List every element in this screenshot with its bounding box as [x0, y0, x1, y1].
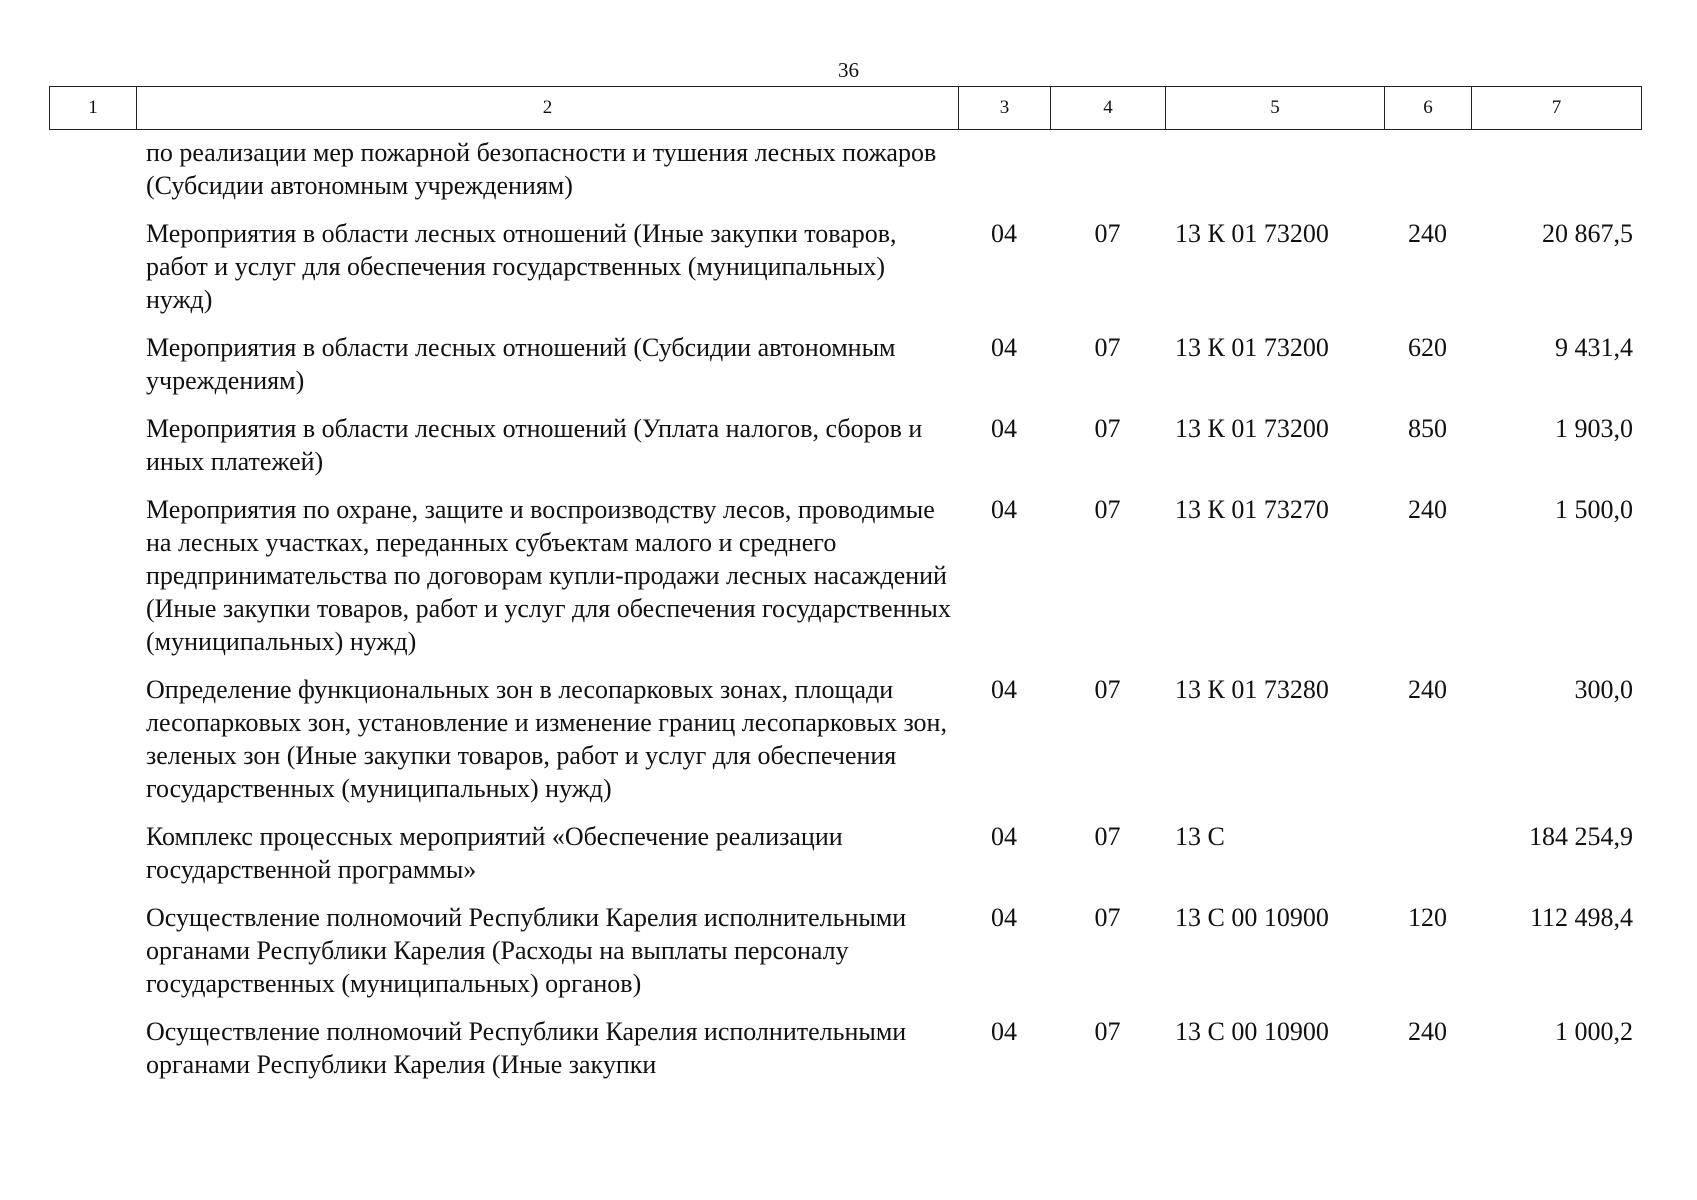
row-subsection: 07 — [1094, 495, 1121, 524]
row-spacer — [49, 412, 136, 493]
table-row — [49, 1015, 1641, 1096]
row-target-article: 13 С 00 10900 — [1175, 1017, 1329, 1046]
row-expense-type — [1384, 820, 1471, 901]
row-description: Мероприятия в области лесных отношений (Иные закупки товаров, работ и услуг для обеспечения государственных (муниципальных) нужд) — [146, 219, 897, 314]
row-description: Мероприятия в области лесных отношений (Уплата налогов, сборов и иных платежей) — [146, 414, 923, 476]
row-description: по реализации мер пожарной безопасности и тушения лесных пожаров (Субсидии автономным учреждениям) — [146, 138, 937, 200]
row-description: Определение функциональных зон в лесопарковых зонах, площади лесопарковых зон, установление и изменение границ лесопарковых зон, зеленых зон (Иные закупки товаров, работ и услуг для обеспечения государственных (муниципальных) нужд) — [146, 675, 947, 803]
row-expense-type: 120 — [1408, 903, 1447, 932]
row-amount: 20 867,5 — [1542, 219, 1633, 248]
row-section: 04 — [991, 1017, 1017, 1046]
row-amount — [1471, 136, 1641, 217]
table-row — [49, 901, 1641, 1015]
row-spacer — [49, 1015, 136, 1096]
row-spacer — [49, 136, 136, 217]
row-section: 04 — [991, 822, 1017, 851]
row-section: 04 — [991, 414, 1017, 443]
row-amount: 112 498,4 — [1529, 903, 1633, 932]
row-amount: 1 000,2 — [1555, 1017, 1633, 1046]
table-row — [49, 136, 1641, 217]
row-spacer — [49, 217, 136, 331]
row-description: Осуществление полномочий Республики Карелия исполнительными органами Республики Карелия (Расходы на выплаты персоналу государственных (муниципальных) органов) — [146, 903, 907, 998]
row-description: Комплекс процессных мероприятий «Обеспечение реализации государственной программы» — [146, 822, 843, 884]
row-subsection: 07 — [1094, 903, 1121, 932]
row-spacer — [49, 493, 136, 673]
header-col-6: 6 — [1385, 87, 1472, 130]
header-col-1: 1 — [50, 87, 137, 130]
header-col-7: 7 — [1472, 87, 1642, 130]
row-amount: 300,0 — [1574, 675, 1633, 704]
column-number-header — [49, 86, 1642, 130]
row-spacer — [49, 820, 136, 901]
row-description: Осуществление полномочий Республики Карелия исполнительными органами Республики Карелия (Иные закупки — [146, 1017, 907, 1079]
table-row — [49, 217, 1641, 331]
row-expense-type: 240 — [1408, 1017, 1447, 1046]
table-row — [49, 331, 1641, 412]
row-section: 04 — [991, 675, 1017, 704]
row-description: Мероприятия в области лесных отношений (Субсидии автономным учреждениям) — [146, 333, 896, 395]
budget-table-body — [49, 136, 1641, 1096]
row-target-article — [1165, 136, 1384, 217]
row-target-article: 13 К 01 73270 — [1175, 495, 1329, 524]
row-spacer — [49, 331, 136, 412]
row-section — [958, 136, 1050, 217]
table-row — [49, 673, 1641, 820]
header-col-5: 5 — [1166, 87, 1385, 130]
table-row — [49, 820, 1641, 901]
header-col-2: 2 — [137, 87, 959, 130]
row-expense-type: 240 — [1408, 495, 1447, 524]
row-target-article: 13 К 01 73200 — [1175, 414, 1329, 443]
row-section: 04 — [991, 903, 1017, 932]
row-subsection: 07 — [1094, 333, 1121, 362]
row-amount: 184 254,9 — [1529, 822, 1633, 851]
table-row — [49, 493, 1641, 673]
row-target-article: 13 С 00 10900 — [1175, 903, 1329, 932]
header-col-4: 4 — [1051, 87, 1166, 130]
row-description: Мероприятия по охране, защите и воспроизводству лесов, проводимые на лесных участках, переданных субъектам малого и среднего предпринимательства по договорам купли-продажи лесных насаждений (Иные закупки товаров, работ и услуг для обеспечения государственных (муниципальных) нужд) — [146, 495, 951, 656]
row-section: 04 — [991, 495, 1017, 524]
row-spacer — [49, 673, 136, 820]
row-expense-type: 850 — [1408, 414, 1447, 443]
row-section: 04 — [991, 219, 1017, 248]
row-expense-type: 240 — [1408, 675, 1447, 704]
row-spacer — [49, 901, 136, 1015]
page-number: 36 — [838, 58, 859, 82]
row-target-article: 13 К 01 73280 — [1175, 675, 1329, 704]
row-expense-type — [1384, 136, 1471, 217]
row-subsection: 07 — [1094, 414, 1121, 443]
table-row — [49, 412, 1641, 493]
row-subsection — [1050, 136, 1165, 217]
row-subsection: 07 — [1094, 675, 1121, 704]
row-target-article: 13 С — [1175, 822, 1225, 851]
row-amount: 9 431,4 — [1555, 333, 1633, 362]
row-section: 04 — [991, 333, 1017, 362]
row-subsection: 07 — [1094, 219, 1121, 248]
row-target-article: 13 К 01 73200 — [1175, 219, 1329, 248]
row-expense-type: 240 — [1408, 219, 1447, 248]
row-subsection: 07 — [1094, 822, 1121, 851]
row-amount: 1 903,0 — [1555, 414, 1633, 443]
row-expense-type: 620 — [1408, 333, 1447, 362]
row-amount: 1 500,0 — [1555, 495, 1633, 524]
row-target-article: 13 К 01 73200 — [1175, 333, 1329, 362]
header-col-3: 3 — [959, 87, 1051, 130]
row-subsection: 07 — [1094, 1017, 1121, 1046]
header-row — [50, 87, 1642, 130]
